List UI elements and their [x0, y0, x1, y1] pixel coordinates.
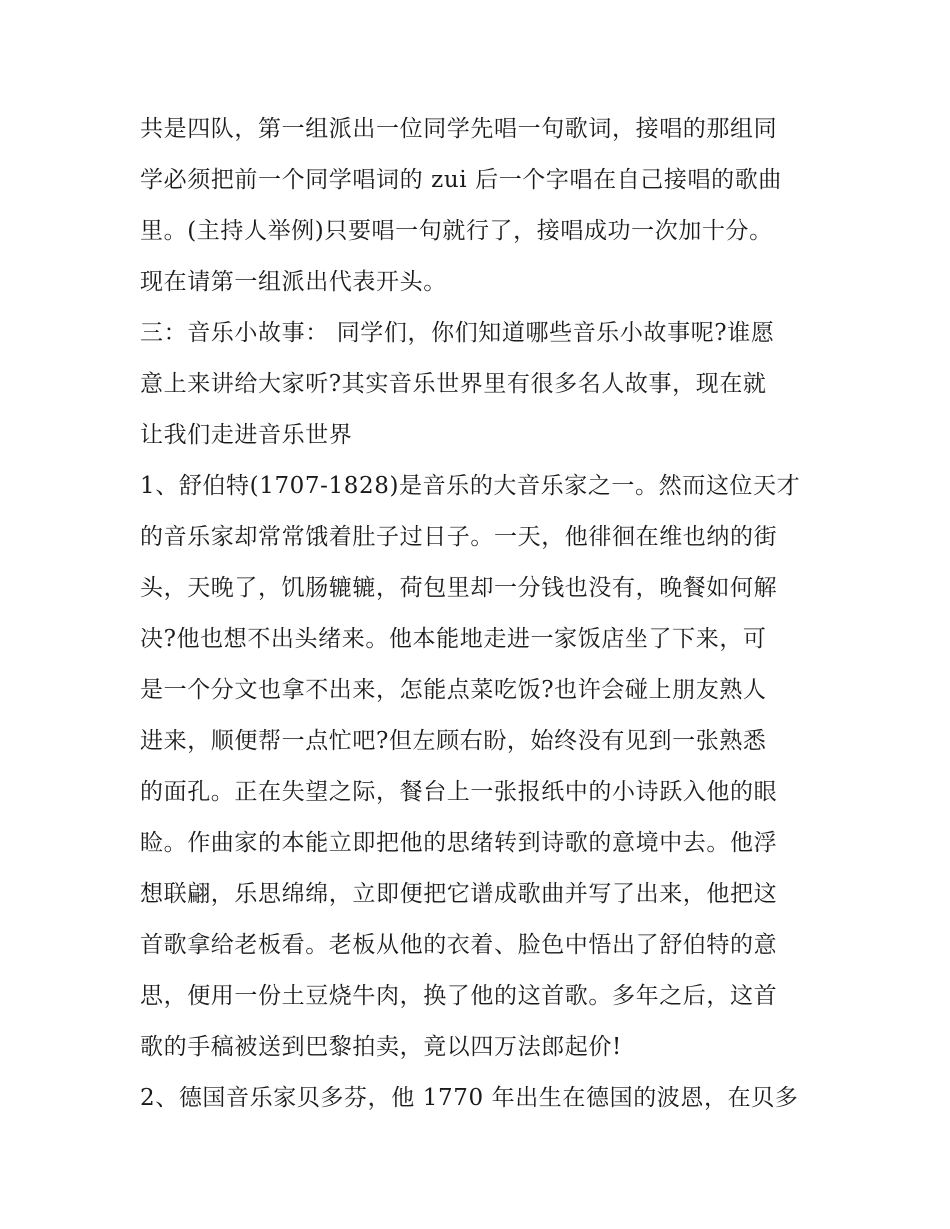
text-line: 首歌拿给老板看。老板从他的衣着、脸色中悟出了舒伯特的意: [140, 932, 778, 958]
text-line: 共是四队，第一组派出一位同学先唱一句歌词，接唱的那组同: [140, 116, 778, 142]
text-line: 里。(主持人举例)只要唱一句就行了，接唱成功一次加十分。: [140, 218, 773, 244]
text-line: 学必须把前一个同学唱词的 zui 后一个字唱在自己接唱的歌曲: [140, 167, 782, 193]
text-line: 是一个分文也拿不出来，怎能点菜吃饭?也许会碰上朋友熟人: [140, 677, 767, 703]
section-heading-line: 三：音乐小故事： 同学们，你们知道哪些音乐小故事呢?谁愿: [140, 320, 775, 346]
text-line: 的音乐家却常常饿着肚子过日子。一天，他徘徊在维也纳的街: [140, 524, 778, 550]
text-line: 歌的手稿被送到巴黎拍卖，竟以四万法郎起价!: [140, 1034, 622, 1060]
text-line: 现在请第一组派出代表开头。: [140, 269, 447, 295]
story-2-line: 2、德国音乐家贝多芬，他 1770 年出生在德国的波恩，在贝多: [140, 1085, 799, 1111]
text-line: 决?他也想不出头绪来。他本能地走进一家饭店坐了下来，可: [140, 626, 767, 652]
text-line: 意上来讲给大家听?其实音乐世界里有很多名人故事，现在就: [140, 371, 767, 397]
text-line: 睑。作曲家的本能立即把他的思绪转到诗歌的意境中去。他浮: [140, 830, 778, 856]
text-line: 头，天晚了，饥肠辘辘，荷包里却一分钱也没有，晚餐如何解: [140, 575, 778, 601]
text-line: 让我们走进音乐世界: [140, 422, 353, 448]
story-1-line: 1、舒伯特(1707-1828)是音乐的大音乐家之一。然而这位天才: [140, 473, 801, 499]
text-line: 进来，顺便帮一点忙吧?但左顾右盼，始终没有见到一张熟悉: [140, 728, 767, 754]
text-line: 的面孔。正在失望之际，餐台上一张报纸中的小诗跃入他的眼: [140, 779, 778, 805]
text-line: 想联翩，乐思绵绵，立即便把它谱成歌曲并写了出来，他把这: [140, 881, 778, 907]
text-line: 思，便用一份土豆烧牛肉，换了他的这首歌。多年之后，这首: [140, 983, 778, 1009]
